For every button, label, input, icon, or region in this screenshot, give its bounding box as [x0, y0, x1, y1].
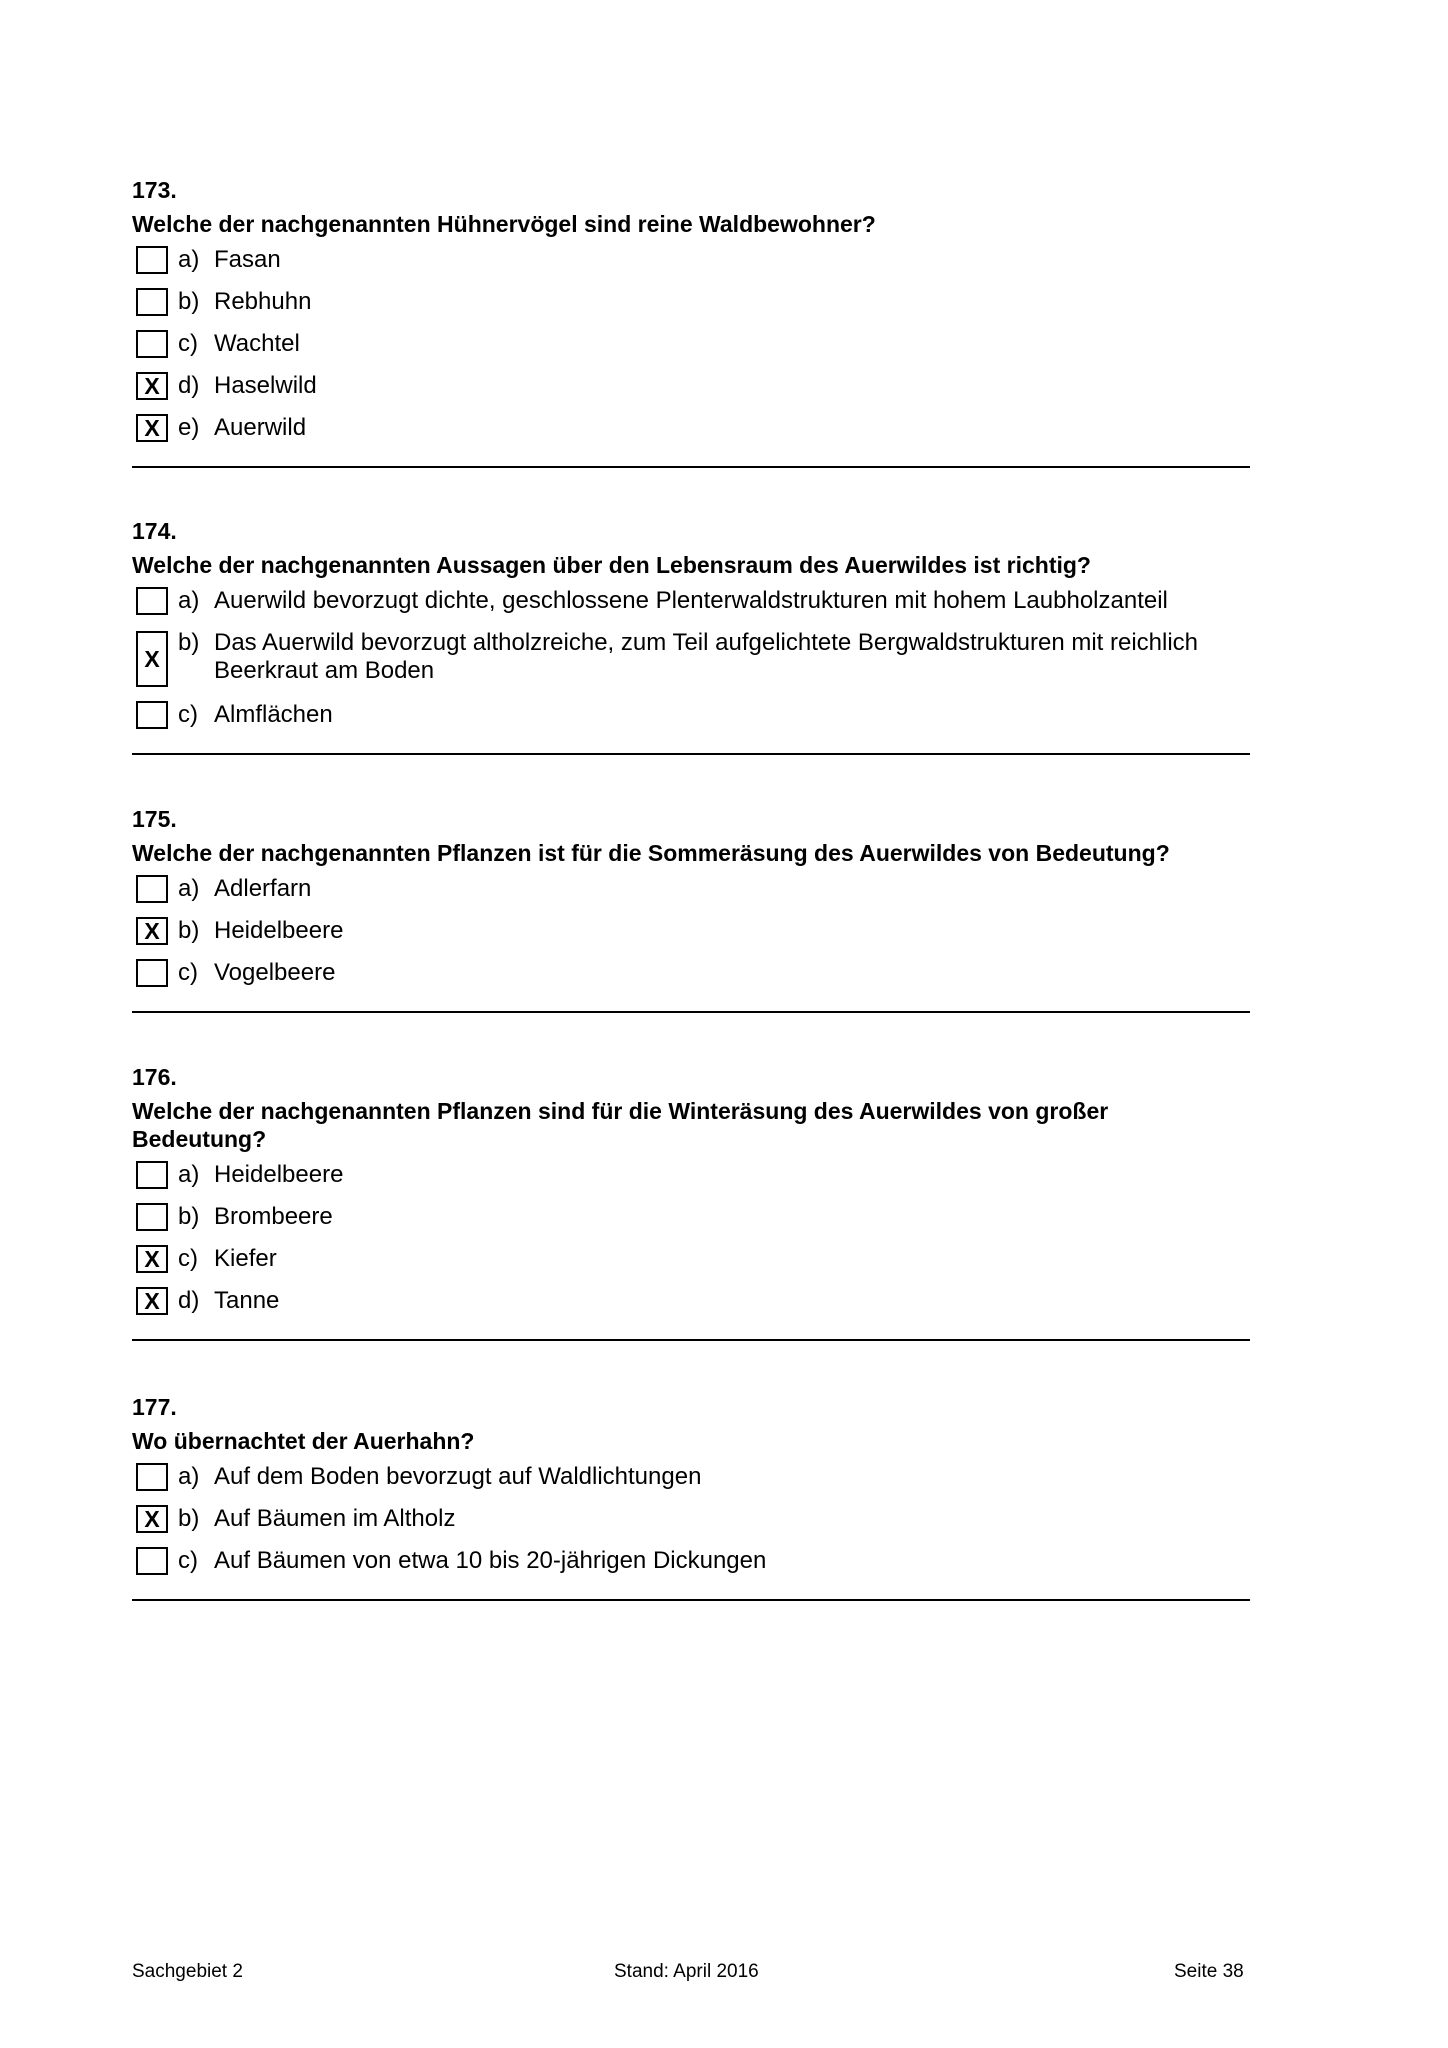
answer-checkbox-checked[interactable]: X — [136, 1505, 168, 1533]
option-text: Rebhuhn — [214, 288, 312, 315]
option-text: Auerwild — [214, 414, 307, 441]
answer-checkbox-checked[interactable]: X — [136, 917, 168, 945]
answer-option-c — [132, 701, 1250, 743]
answer-checkbox-checked[interactable]: X — [136, 414, 168, 442]
option-text: Heidelbeere — [214, 917, 344, 944]
question-text: Welche der nachgenannten Hühnervögel sind reine Waldbewohner? — [132, 211, 876, 237]
answer-checkbox[interactable] — [136, 1203, 168, 1231]
option-text: Brombeere — [214, 1203, 333, 1230]
option-letter: b) — [178, 288, 200, 315]
question-number: 176. — [132, 1064, 177, 1090]
question-text: Welche der nachgenannten Aussagen über den Lebensraum des Auerwildes ist richtig? — [132, 552, 1091, 578]
option-letter: a) — [178, 875, 200, 902]
question-text: Welche der nachgenannten Pflanzen sind für die Winteräsung des Auerwildes von großer Bedeutung? — [132, 1098, 1109, 1152]
option-letter: a) — [178, 1463, 200, 1490]
option-text: Auf Bäumen von etwa 10 bis 20-jährigen Dickungen — [214, 1547, 767, 1574]
answer-option-c — [132, 330, 1250, 372]
answer-checkbox[interactable] — [136, 288, 168, 316]
option-text: Wachtel — [214, 330, 300, 357]
answer-option-a — [132, 875, 1250, 917]
option-letter: e) — [178, 414, 200, 441]
option-letter: d) — [178, 1287, 200, 1314]
option-text: Auf dem Boden bevorzugt auf Waldlichtungen — [214, 1463, 702, 1490]
answer-checkbox-checked[interactable]: X — [136, 372, 168, 400]
footer-date: Stand: April 2016 — [614, 1961, 759, 1982]
option-letter: c) — [178, 1547, 198, 1574]
answer-option-b — [132, 1203, 1250, 1245]
option-text: Das Auerwild bevorzugt altholzreiche, zum Teil aufgelichtete Bergwaldstrukturen mit reichlich Beerkraut am Boden — [214, 629, 1199, 684]
option-letter: b) — [178, 1505, 200, 1532]
answer-checkbox[interactable] — [136, 330, 168, 358]
option-letter: b) — [178, 917, 200, 944]
option-text: Adlerfarn — [214, 875, 312, 902]
option-text: Vogelbeere — [214, 959, 336, 986]
option-letter: c) — [178, 701, 198, 728]
answer-checkbox-checked[interactable]: X — [136, 1245, 168, 1273]
question-173 — [132, 176, 1250, 468]
option-text: Kiefer — [214, 1245, 277, 1272]
answer-checkbox[interactable] — [136, 246, 168, 274]
footer-section-label: Sachgebiet 2 — [132, 1961, 243, 1982]
question-177 — [132, 1393, 1250, 1601]
question-text: Wo übernachtet der Auerhahn? — [132, 1428, 475, 1454]
answer-option-e — [132, 414, 1250, 456]
option-text: Almflächen — [214, 701, 333, 728]
answer-option-c — [132, 1547, 1250, 1589]
question-175 — [132, 805, 1250, 1013]
question-text: Welche der nachgenannten Pflanzen ist für die Sommeräsung des Auerwildes von Bedeutung? — [132, 840, 1170, 866]
option-text: Tanne — [214, 1287, 280, 1314]
option-text: Haselwild — [214, 372, 317, 399]
answer-option-c — [132, 959, 1250, 1001]
question-174 — [132, 517, 1250, 755]
footer-page-number: Seite 38 — [1174, 1961, 1244, 1982]
answer-option-b — [132, 1505, 1250, 1547]
answer-option-a — [132, 1463, 1250, 1505]
answer-checkbox-checked[interactable]: X — [136, 1287, 168, 1315]
answer-checkbox[interactable] — [136, 875, 168, 903]
question-number: 173. — [132, 177, 177, 203]
answer-checkbox-checked[interactable]: X — [136, 631, 168, 687]
answer-checkbox[interactable] — [136, 587, 168, 615]
option-text: Heidelbeere — [214, 1161, 344, 1188]
answer-option-a — [132, 587, 1250, 629]
question-number: 175. — [132, 806, 177, 832]
answer-option-a — [132, 1161, 1250, 1203]
option-text: Auf Bäumen im Altholz — [214, 1505, 456, 1532]
option-letter: b) — [178, 629, 200, 656]
answer-option-a — [132, 246, 1250, 288]
question-number: 177. — [132, 1394, 177, 1420]
answer-option-d — [132, 1287, 1250, 1329]
option-text: Auerwild bevorzugt dichte, geschlossene Plenterwaldstrukturen mit hohem Laubholzanteil — [214, 587, 1168, 614]
answer-checkbox[interactable] — [136, 1463, 168, 1491]
answer-option-b — [132, 629, 1250, 701]
answer-checkbox[interactable] — [136, 1547, 168, 1575]
answer-checkbox[interactable] — [136, 1161, 168, 1189]
answer-option-d — [132, 372, 1250, 414]
option-letter: c) — [178, 959, 198, 986]
option-letter: a) — [178, 587, 200, 614]
answer-option-b — [132, 288, 1250, 330]
option-letter: c) — [178, 330, 198, 357]
answer-checkbox[interactable] — [136, 959, 168, 987]
option-letter: d) — [178, 372, 200, 399]
option-letter: b) — [178, 1203, 200, 1230]
answer-option-c — [132, 1245, 1250, 1287]
answer-option-b — [132, 917, 1250, 959]
option-letter: a) — [178, 1161, 200, 1188]
question-176 — [132, 1063, 1250, 1341]
question-number: 174. — [132, 518, 177, 544]
option-letter: c) — [178, 1245, 198, 1272]
option-text: Fasan — [214, 246, 281, 273]
answer-checkbox[interactable] — [136, 701, 168, 729]
option-letter: a) — [178, 246, 200, 273]
